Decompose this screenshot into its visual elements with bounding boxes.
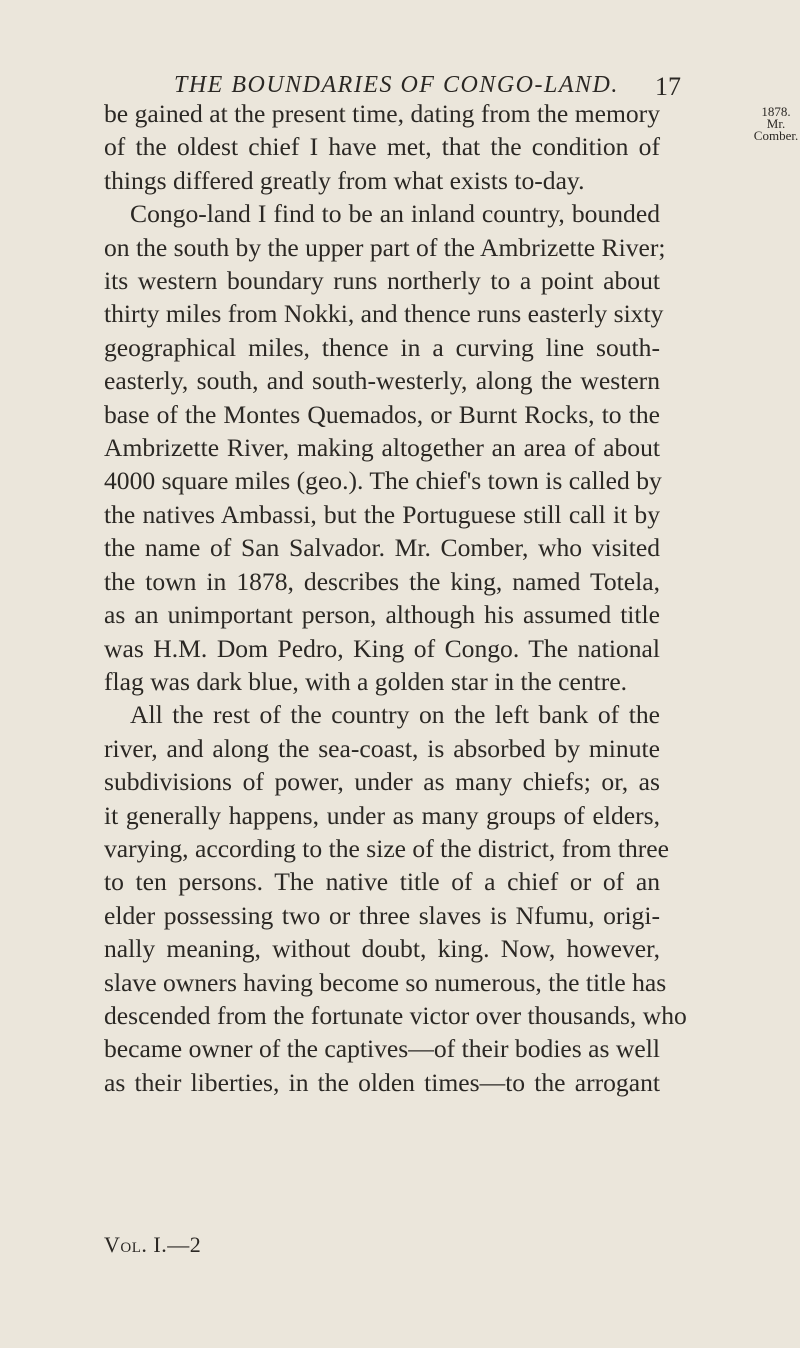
text-line: be gained at the present time, dating from the memory xyxy=(104,99,660,128)
text-line: subdivisions of power, under as many chiefs; or, as xyxy=(104,767,660,797)
text-line: the name of San Salvador. Mr. Comber, who visited xyxy=(104,533,660,563)
text-line: of the oldest chief I have met, that the condition of xyxy=(104,132,660,162)
text-line: on the south by the upper part of the Ambrizette River; xyxy=(104,232,666,262)
text-line: geographical miles, thence in a curving line south- xyxy=(104,332,660,362)
text-line: slave owners having become so numerous, the title has xyxy=(104,967,667,997)
text-line: river, and along the sea-coast, is absorbed by minute xyxy=(104,733,660,763)
text-line: elder possessing two or three slaves is Nfumu, origi- xyxy=(104,900,660,930)
body-text xyxy=(104,97,687,1099)
volume-signature xyxy=(104,1232,201,1258)
text-line: as an unimportant person, although his assumed title xyxy=(104,600,660,630)
text-line: descended from the fortunate victor over thousands, who xyxy=(104,1000,687,1030)
text-line: as their liberties, in the olden times—to the arrogant xyxy=(104,1067,660,1097)
text-line: easterly, south, and south-westerly, along the western xyxy=(104,366,660,396)
text-line: the natives Ambassi, but the Portuguese still call it by xyxy=(104,499,660,529)
text-line: varying, according to the size of the district, from three xyxy=(104,833,669,863)
text-line: 4000 square miles (geo.). The chief's town is called by xyxy=(104,466,662,496)
margin-note-year: 1878. xyxy=(761,104,791,119)
page-number: 17 xyxy=(655,72,681,101)
running-title: THE BOUNDARIES OF CONGO-LAND. xyxy=(174,72,619,98)
text-line: became owner of the captives—of their bodies as well xyxy=(104,1034,660,1064)
margin-note-name-line1: Mr. xyxy=(766,116,786,131)
volume-label: Vol. I.—2 xyxy=(104,1232,202,1257)
paragraph-start-line: Congo-land I find to be an inland country, bounded xyxy=(130,199,660,229)
text-line: its western boundary runs northerly to a point about xyxy=(104,266,660,296)
text-line: the town in 1878, describes the king, named Totela, xyxy=(104,566,660,596)
paragraph-end-line: things differed greatly from what exists to-day. xyxy=(104,165,585,195)
text-line: thirty miles from Nokki, and thence runs easterly sixty xyxy=(104,299,664,329)
paragraph-start-line: All the rest of the country on the left bank of the xyxy=(130,700,660,730)
text-line: Ambrizette River, making altogether an area of about xyxy=(104,433,660,463)
margin-note xyxy=(752,106,800,142)
text-line: nally meaning, without doubt, king. Now, however, xyxy=(104,934,660,964)
text-line: base of the Montes Quemados, or Burnt Rocks, to the xyxy=(104,399,660,429)
paragraph-end-line: flag was dark blue, with a golden star in the centre. xyxy=(104,666,628,696)
margin-note-name-line2: Comber. xyxy=(753,128,799,143)
text-line: was H.M. Dom Pedro, King of Congo. The national xyxy=(104,633,660,663)
text-line: to ten persons. The native title of a chief or of an xyxy=(104,867,660,897)
text-line: it generally happens, under as many groups of elders, xyxy=(104,800,660,830)
